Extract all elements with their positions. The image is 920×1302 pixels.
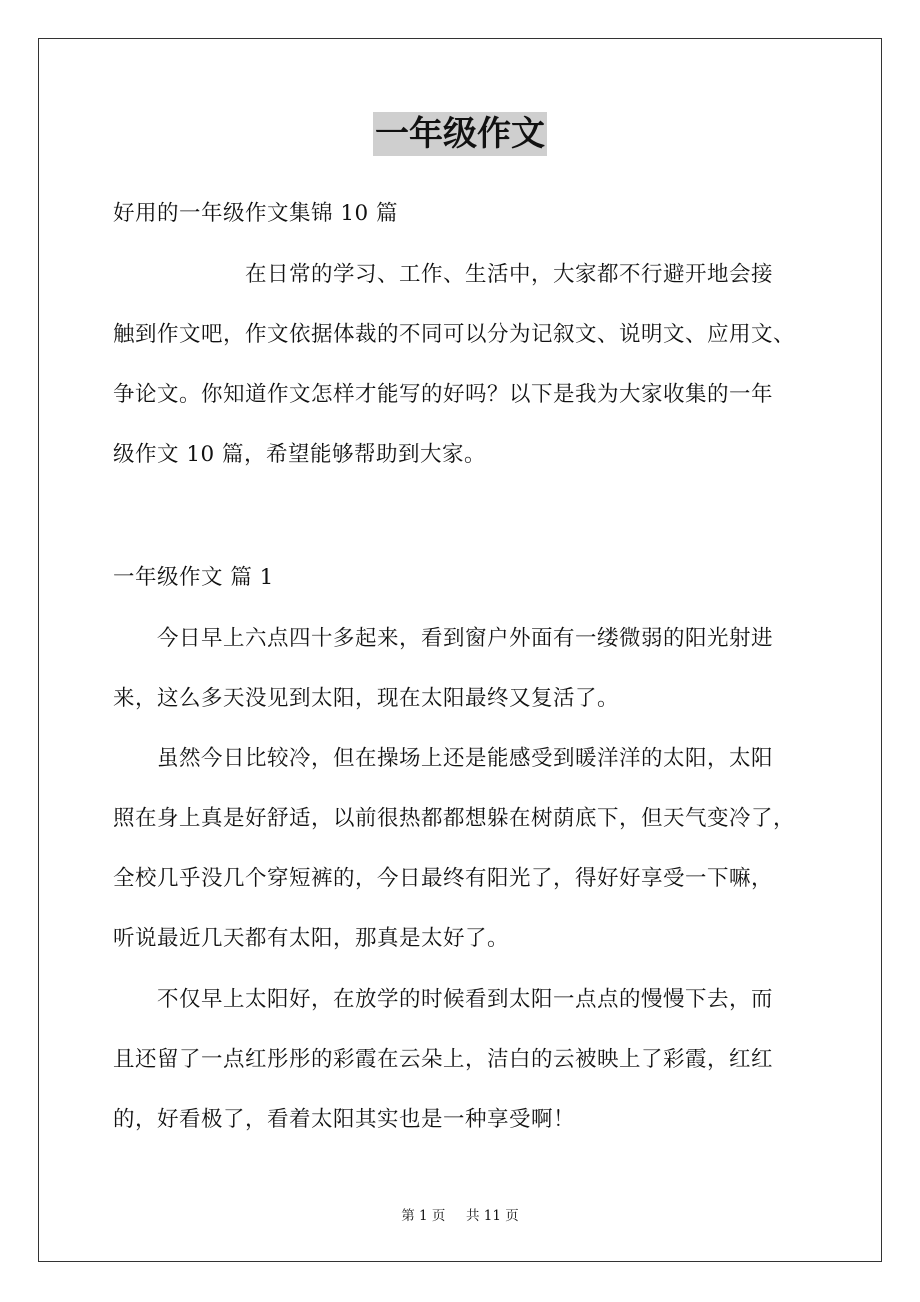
body-paragraph — [113, 970, 813, 1150]
paragraph-line: 全校几乎没几个穿短裤的，今日最终有阳光了，得好好享受一下嘛， — [113, 866, 774, 891]
section-heading: 一年级作文 篇 1 — [113, 565, 274, 590]
paragraph-line: 今日早上六点四十多起来，看到窗户外面有一缕微弱的阳光射进 — [113, 626, 774, 651]
body-paragraph — [113, 609, 813, 729]
document-subtitle: 好用的一年级作文集锦 10 篇 — [113, 201, 399, 226]
page-number: 第 1 页 — [401, 1208, 446, 1224]
paragraph-line: 听说最近几天都有太阳，那真是太好了。 — [113, 926, 510, 951]
body-paragraph — [113, 729, 813, 969]
paragraph-line: 虽然今日比较冷，但在操场上还是能感受到暖洋洋的太阳，太阳 — [113, 746, 774, 771]
document-title: 一年级作文 — [375, 114, 545, 154]
intro-line: 触到作文吧，作文依据体裁的不同可以分为记叙文、说明文、应用文、 — [113, 322, 796, 347]
paragraph-line: 来，这么多天没见到太阳，现在太阳最终又复活了。 — [113, 686, 620, 711]
paragraph-line: 不仅早上太阳好，在放学的时候看到太阳一点点的慢慢下去，而 — [113, 987, 774, 1012]
intro-line: 争论文。你知道作文怎样才能写的好吗？以下是我为大家收集的一年 — [113, 382, 774, 407]
page-total: 共 11 页 — [466, 1208, 519, 1224]
intro-line: 在日常的学习、工作、生活中，大家都不行避开地会接 — [113, 262, 774, 287]
title-container — [0, 112, 920, 156]
intro-line: 级作文 10 篇，希望能够帮助到大家。 — [113, 442, 487, 467]
paragraph-line: 的，好看极了，看着太阳其实也是一种享受啊！ — [113, 1107, 576, 1132]
paragraph-line: 且还留了一点红彤彤的彩霞在云朵上，洁白的云被映上了彩霞，红红 — [113, 1047, 774, 1072]
intro-paragraph — [113, 245, 813, 485]
paragraph-line: 照在身上真是好舒适，以前很热都都想躲在树荫底下，但天气变冷了， — [113, 806, 796, 831]
page-footer — [0, 1206, 920, 1226]
